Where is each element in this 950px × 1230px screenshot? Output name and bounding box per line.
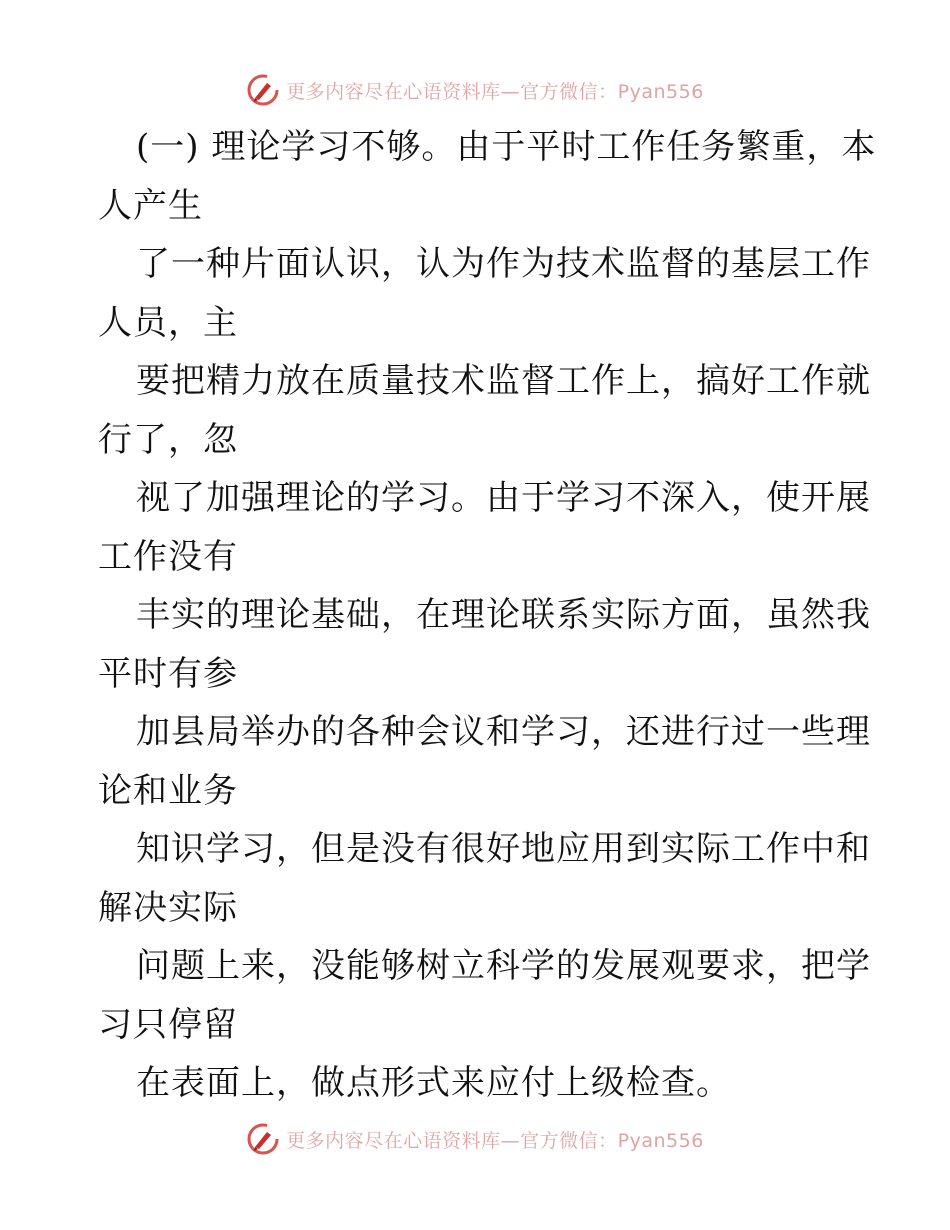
text-line: 视了加强理论的学习。由于学习不深入，使开展 [136, 478, 871, 518]
text-line: 人产生 [98, 185, 203, 226]
document-body [98, 118, 877, 1113]
text-line: 要把精力放在质量技术监督工作上，搞好工作就 [136, 361, 871, 401]
text-line: 加县局举办的各种会议和学习，还进行过一些理 [136, 712, 871, 752]
text-line: 行了，忽 [98, 419, 238, 460]
text-line: 人员，主 [98, 302, 238, 343]
text-line: 问题上来，没能够树立科学的发展观要求，把学 [136, 946, 871, 986]
footer-banner [0, 1119, 950, 1159]
text-line: 工作没有 [98, 536, 238, 577]
text-line: 平时有参 [98, 653, 238, 694]
header-banner-text: 更多内容尽在心语资料库—官方微信：Pyan556 [286, 80, 704, 103]
text-line: 丰实的理论基础，在理论联系实际方面，虽然我 [136, 595, 871, 635]
text-line: 在表面上，做点形式来应付上级检查。 [136, 1063, 731, 1103]
text-line: 习只停留 [98, 1004, 238, 1045]
footer-banner-text: 更多内容尽在心语资料库—官方微信：Pyan556 [286, 1129, 704, 1152]
pen-circle-logo-icon [246, 73, 280, 107]
text-line: 论和业务 [98, 770, 238, 811]
text-line: 了一种片面认识，认为作为技术监督的基层工作 [136, 244, 871, 284]
text-line: (一) 理论学习不够。由于平时工作任务繁重，本 [136, 127, 877, 167]
text-line: 解决实际 [98, 887, 238, 928]
header-banner [0, 70, 950, 110]
text-line: 知识学习，但是没有很好地应用到实际工作中和 [136, 829, 871, 869]
pen-circle-logo-icon [246, 1122, 280, 1156]
